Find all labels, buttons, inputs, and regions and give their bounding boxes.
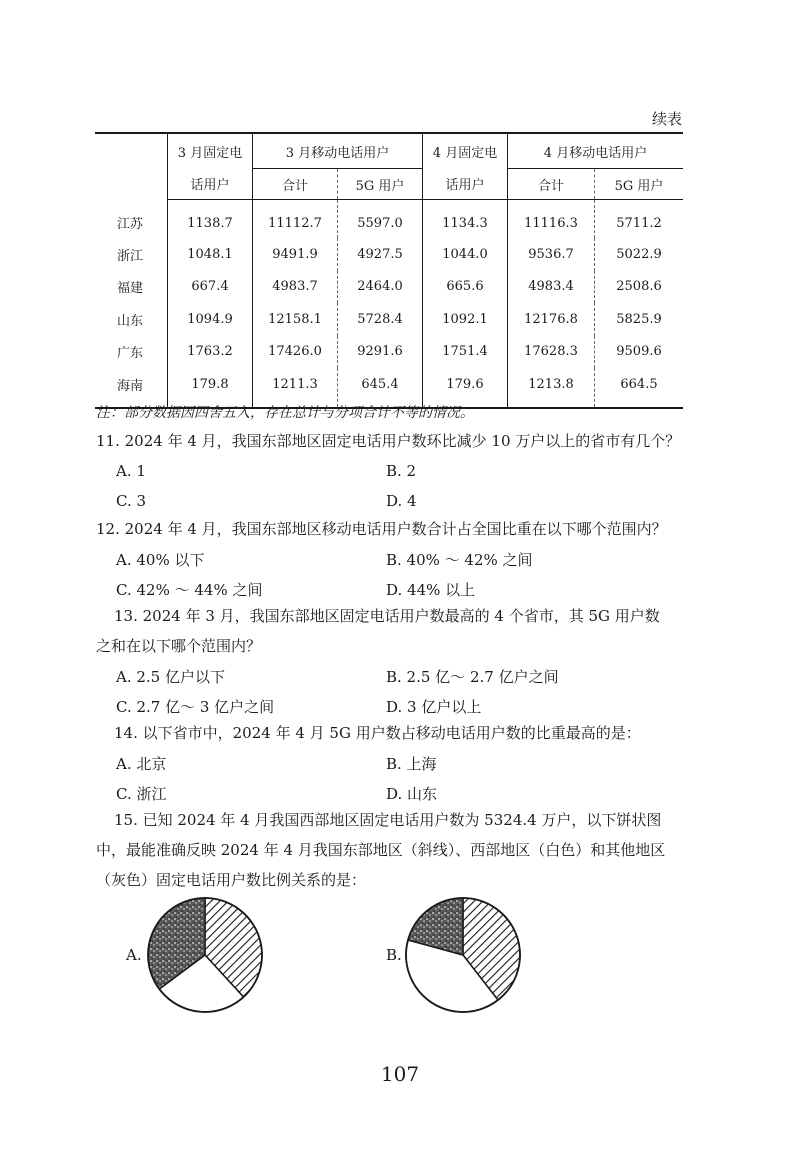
header-fixed-mar: 3 月固定电 xyxy=(168,133,253,169)
question-13-option-d: D. 3 亿户以上 xyxy=(386,698,482,716)
continued-table-label: 续表 xyxy=(651,110,682,128)
question-13-stem-line2: 之和在以下哪个范围内？ xyxy=(96,637,262,655)
question-14-stem: 14. 以下省市中，2024 年 4 月 5G 用户数占移动电话用户数的比重最高的是： xyxy=(114,724,641,742)
question-15-stem-line3: （灰色）固定电话用户数比例关系的是： xyxy=(96,871,367,889)
cell-fixed-apr: 179.6 xyxy=(423,368,508,408)
cell-mob-total-mar: 9491.9 xyxy=(253,238,338,271)
cell-fixed-mar: 179.8 xyxy=(168,368,253,408)
subheader-5g-mar: 5G 用户 xyxy=(338,169,423,200)
cell-mob-5g-apr: 664.5 xyxy=(595,368,684,408)
cell-mob-total-apr: 12176.8 xyxy=(508,303,595,336)
cell-mob-5g-apr: 5022.9 xyxy=(595,238,684,271)
province-cell: 浙江 xyxy=(117,248,144,264)
question-11-option-d: D. 4 xyxy=(386,492,417,510)
cell-mob-5g-apr: 5711.2 xyxy=(595,200,684,239)
cell-mob-5g-apr: 5825.9 xyxy=(595,303,684,336)
cell-fixed-mar: 1763.2 xyxy=(168,336,253,369)
header-mobile-mar: 3 月移动电话用户 xyxy=(253,133,423,169)
cell-mob-5g-mar: 4927.5 xyxy=(338,238,423,271)
question-15-stem-line2: 中，最能准确反映 2024 年 4 月我国东部地区（斜线）、西部地区（白色）和其他地区 xyxy=(96,841,666,859)
cell-mob-5g-apr: 2508.6 xyxy=(595,271,684,304)
cell-mob-total-mar: 17426.0 xyxy=(253,336,338,369)
cell-fixed-apr: 1044.0 xyxy=(423,238,508,271)
cell-fixed-mar: 1138.7 xyxy=(168,200,253,239)
question-14-option-d: D. 山东 xyxy=(386,785,438,803)
cell-fixed-apr: 665.6 xyxy=(423,271,508,304)
question-15-option-b: B. xyxy=(386,946,402,964)
pie-chart-b xyxy=(406,898,520,1012)
cell-mob-total-mar: 12158.1 xyxy=(253,303,338,336)
subheader-total-mar: 合计 xyxy=(253,169,338,200)
province-cell: 海南 xyxy=(95,368,168,408)
subheader-total-apr: 合计 xyxy=(508,169,595,200)
question-14-option-c: C. 浙江 xyxy=(116,785,167,803)
cell-mob-total-apr: 11116.3 xyxy=(508,200,595,239)
cell-mob-5g-mar: 5728.4 xyxy=(338,303,423,336)
cell-fixed-mar: 667.4 xyxy=(168,271,253,304)
question-12-option-c: C. 42% ～ 44% 之间 xyxy=(116,581,263,599)
cell-mob-total-apr: 1213.8 xyxy=(508,368,595,408)
cell-mob-total-mar: 1211.3 xyxy=(253,368,338,408)
cell-mob-5g-mar: 645.4 xyxy=(338,368,423,408)
cell-mob-total-apr: 4983.4 xyxy=(508,271,595,304)
question-11-option-a: A. 1 xyxy=(116,462,146,480)
province-cell: 广东 xyxy=(117,346,144,362)
question-11-stem: 11. 2024 年 4 月，我国东部地区固定电话用户数环比减少 10 万户以上的省市有几个？ xyxy=(96,432,681,450)
question-15-stem-line1: 15. 已知 2024 年 4 月我国西部地区固定电话用户数为 5324.4 万户，以下饼状图 xyxy=(114,811,662,829)
header-fixed-apr-line2: 话用户 xyxy=(423,169,508,200)
province-cell: 福建 xyxy=(117,281,144,297)
cell-fixed-mar: 1094.9 xyxy=(168,303,253,336)
question-13-option-b: B. 2.5 亿～ 2.7 亿户之间 xyxy=(386,668,559,686)
cell-mob-total-mar: 4983.7 xyxy=(253,271,338,304)
question-11-option-b: B. 2 xyxy=(386,462,417,480)
question-13-stem-line1: 13. 2024 年 3 月，我国东部地区固定电话用户数最高的 4 个省市，其 5G 用户数 xyxy=(114,607,660,625)
cell-fixed-apr: 1751.4 xyxy=(423,336,508,369)
cell-fixed-apr: 1092.1 xyxy=(423,303,508,336)
question-15-option-a: A. xyxy=(126,946,142,964)
page-number: 107 xyxy=(380,1062,420,1086)
cell-mob-5g-mar: 9291.6 xyxy=(338,336,423,369)
question-14-option-a: A. 北京 xyxy=(116,755,167,773)
question-11-option-c: C. 3 xyxy=(116,492,147,510)
question-12-option-b: B. 40% ～ 42% 之间 xyxy=(386,551,533,569)
pie-chart-a xyxy=(148,898,262,1012)
cell-fixed-apr: 1134.3 xyxy=(423,200,508,239)
table-note: 注：部分数据因四舍五入，存在总计与分项合计不等的情况。 xyxy=(96,405,474,421)
cell-mob-total-apr: 9536.7 xyxy=(508,238,595,271)
question-13-option-c: C. 2.7 亿～ 3 亿户之间 xyxy=(116,698,275,716)
cell-mob-5g-mar: 2464.0 xyxy=(338,271,423,304)
question-12-stem: 12. 2024 年 4 月，我国东部地区移动电话用户数合计占全国比重在以下哪个范围内？ xyxy=(96,520,667,538)
province-cell: 山东 xyxy=(117,313,144,329)
question-13-option-a: A. 2.5 亿户以下 xyxy=(116,668,225,686)
header-fixed-apr: 4 月固定电 xyxy=(423,133,508,169)
question-12-option-d: D. 44% 以上 xyxy=(386,581,476,599)
cell-fixed-mar: 1048.1 xyxy=(168,238,253,271)
cell-mob-5g-apr: 9509.6 xyxy=(595,336,684,369)
subheader-5g-apr: 5G 用户 xyxy=(595,169,684,200)
cell-mob-total-apr: 17628.3 xyxy=(508,336,595,369)
cell-mob-total-mar: 11112.7 xyxy=(253,200,338,239)
cell-mob-5g-mar: 5597.0 xyxy=(338,200,423,239)
province-cell: 江苏 xyxy=(117,217,144,233)
question-14-option-b: B. 上海 xyxy=(386,755,437,773)
header-mobile-apr: 4 月移动电话用户 xyxy=(508,133,684,169)
header-fixed-mar-line2: 话用户 xyxy=(168,169,253,200)
question-12-option-a: A. 40% 以下 xyxy=(116,551,205,569)
